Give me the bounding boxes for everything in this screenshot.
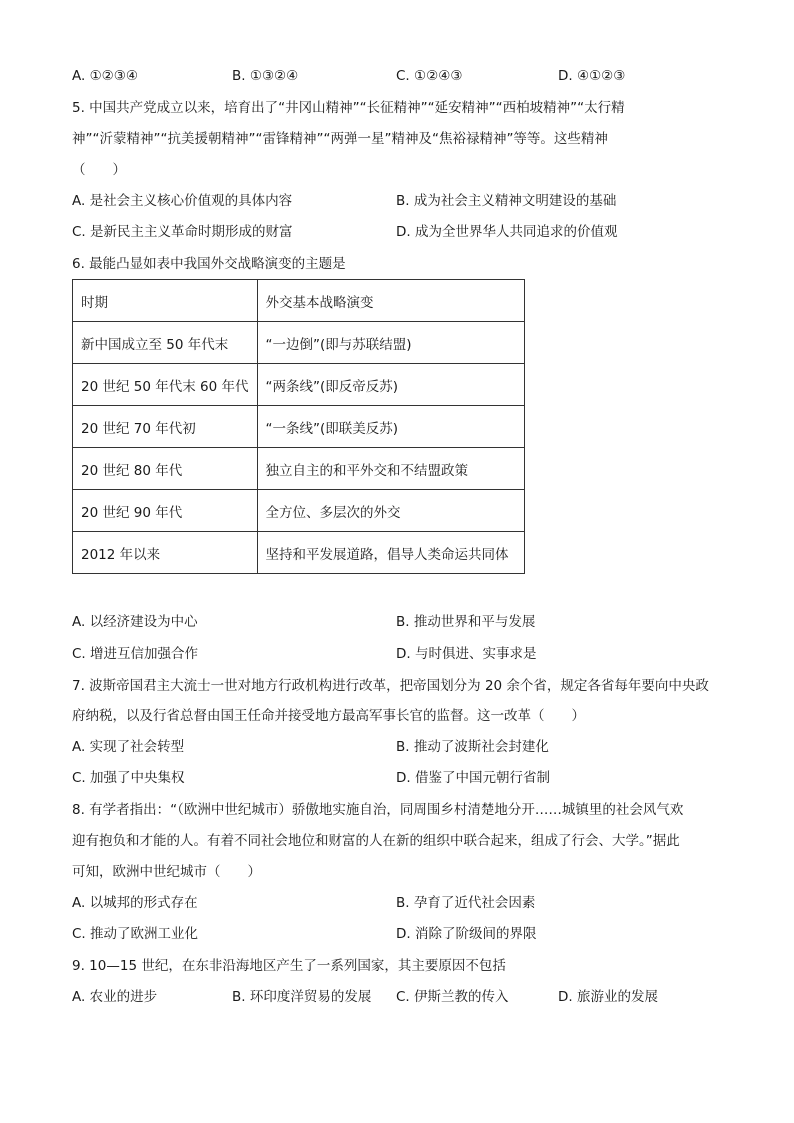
q6-option-d: D. 与时俱进、实事求是 [396,646,537,662]
table-cell-period: 新中国成立至 50 年代末 [73,322,258,364]
q5-stem-line-3: （ ） [72,162,126,178]
q7-option-c: C. 加强了中央集权 [72,770,185,786]
table-cell-period: 2012 年以来 [73,532,258,574]
q7-option-b: B. 推动了波斯社会封建化 [396,739,549,755]
q5-stem-line-1: 5. 中国共产党成立以来，培育出了“井冈山精神”“长征精神”“延安精神”“西柏坡精神”“太行精 [72,100,625,116]
q6-option-a: A. 以经济建设为中心 [72,614,198,630]
q6-stem: 6. 最能凸显如表中我国外交战略演变的主题是 [72,256,346,272]
q8-stem-line-3: 可知，欧洲中世纪城市（ ） [72,864,261,880]
q6-option-b: B. 推动世界和平与发展 [396,614,536,630]
q8-option-a: A. 以城邦的形式存在 [72,895,198,911]
table-cell-strategy: 独立自主的和平外交和不结盟政策 [257,448,524,490]
table-cell-strategy: “一边倒”(即与苏联结盟) [257,322,524,364]
table-cell-strategy: 全方位、多层次的外交 [257,490,524,532]
q8-option-d: D. 消除了阶级间的界限 [396,926,537,942]
table-cell-period: 20 世纪 70 年代初 [73,406,258,448]
table-row [73,490,525,532]
q9-stem: 9. 10—15 世纪，在东非沿海地区产生了一系列国家，其主要原因不包括 [72,958,506,974]
q5-option-b: B. 成为社会主义精神文明建设的基础 [396,193,617,209]
diplomacy-strategy-table [72,279,525,574]
q7-stem-line-2: 府纳税，以及行省总督由国王任命并接受地方最高军事长官的监督。这一改革（ ） [72,708,585,724]
table-row [73,532,525,574]
q7-option-d: D. 借鉴了中国元朝行省制 [396,770,550,786]
q5-stem-line-2: 神”“沂蒙精神”“抗美援朝精神”“雷锋精神”“两弹一星”精神及“焦裕禄精神”等等。这些精神 [72,131,608,147]
q8-option-c: C. 推动了欧洲工业化 [72,926,199,942]
q8-stem-line-1: 8. 有学者指出：“（欧洲中世纪城市）骄傲地实施自治，同周围乡村清楚地分开……城镇里的社会风气欢 [72,802,684,818]
q5-option-a: A. 是社会主义核心价值观的具体内容 [72,193,293,209]
q8-option-b: B. 孕育了近代社会因素 [396,895,536,911]
q8-stem-line-2: 迎有抱负和才能的人。有着不同社会地位和财富的人在新的组织中联合起来，组成了行会、大学。”据此 [72,833,680,849]
q9-option-a: A. 农业的进步 [72,989,158,1005]
q4-option-b: B. ①③②④ [232,68,299,84]
table-row [73,364,525,406]
q9-option-b: B. 环印度洋贸易的发展 [232,989,372,1005]
q9-option-c: C. 伊斯兰教的传入 [396,989,509,1005]
table-row [73,448,525,490]
table-header-period: 时期 [73,280,258,322]
q5-option-d: D. 成为全世界华人共同追求的价值观 [396,224,618,240]
table-cell-period: 20 世纪 80 年代 [73,448,258,490]
table-cell-period: 20 世纪 50 年代末 60 年代 [73,364,258,406]
table-cell-strategy: “一条线”(即联美反苏) [257,406,524,448]
table-header-strategy: 外交基本战略演变 [257,280,524,322]
table-header-row [73,280,525,322]
table-cell-period: 20 世纪 90 年代 [73,490,258,532]
q4-option-d: D. ④①②③ [558,68,626,84]
q7-option-a: A. 实现了社会转型 [72,739,185,755]
q4-option-a: A. ①②③④ [72,68,138,84]
table-row [73,406,525,448]
table-cell-strategy: “两条线”(即反帝反苏) [257,364,524,406]
q4-option-c: C. ①②④③ [396,68,463,84]
table-row [73,322,525,364]
q5-option-c: C. 是新民主主义革命时期形成的财富 [72,224,293,240]
q7-stem-line-1: 7. 波斯帝国君主大流士一世对地方行政机构进行改革，把帝国划分为 20 余个省，规定各省每年要向中央政 [72,678,709,694]
q9-option-d: D. 旅游业的发展 [558,989,658,1005]
table-cell-strategy: 坚持和平发展道路，倡导人类命运共同体 [257,532,524,574]
q6-option-c: C. 增进互信加强合作 [72,646,199,662]
